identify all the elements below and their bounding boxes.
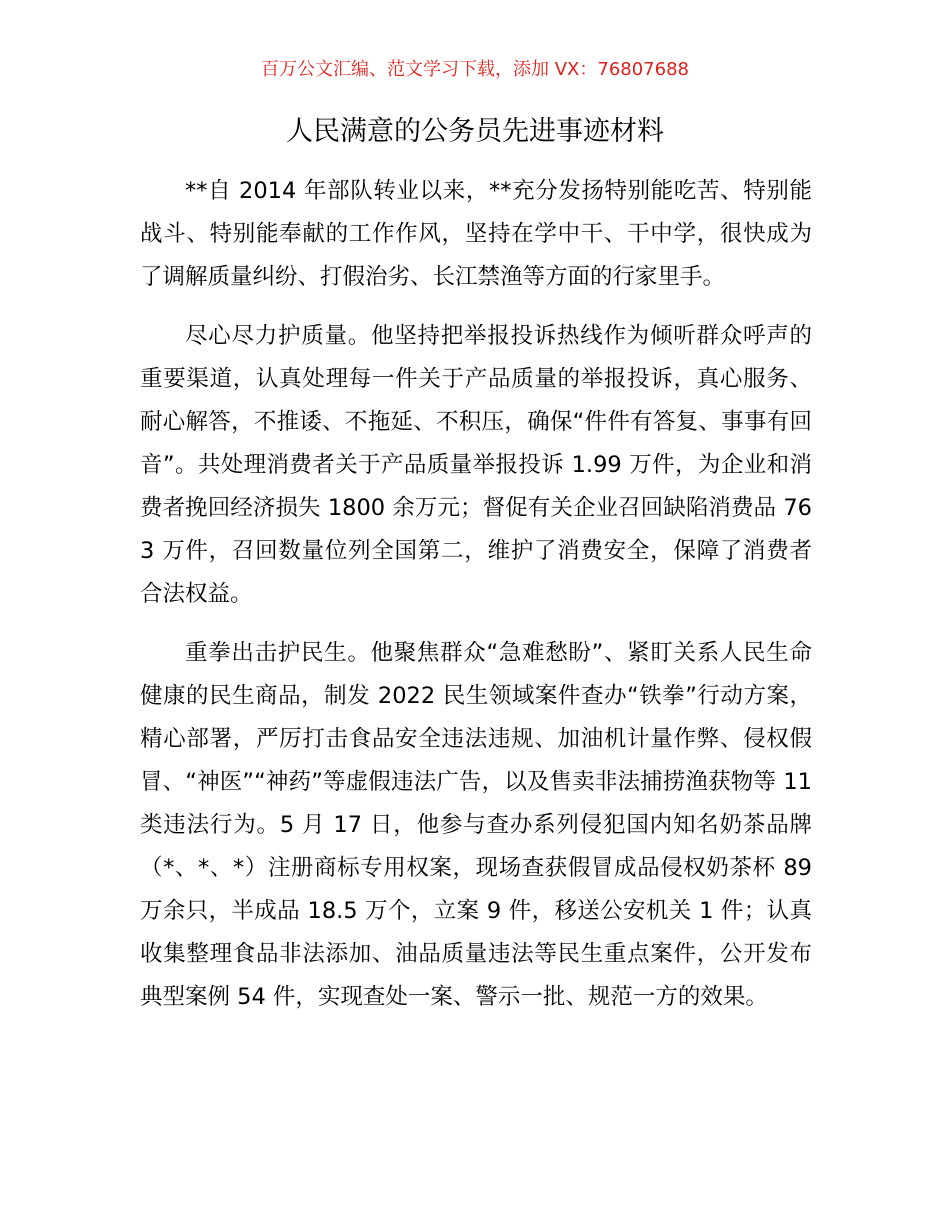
paragraph-intro: **自 2014 年部队转业以来，**充分发扬特别能吃苦、特别能战斗、特别能奉献的工作作风，坚持在学中干、干中学，很快成为了调解质量纠纷、打假治劣、长江禁渔等方面的行家里手。 xyxy=(140,178,812,290)
header-watermark: 百万公文汇编、范文学习下载，添加 VX：76807688 xyxy=(261,59,689,80)
page-title: 人民满意的公务员先进事迹材料 xyxy=(286,116,664,147)
document-body xyxy=(140,170,812,1035)
paragraph-quality: 尽心尽力护质量。他坚持把举报投诉热线作为倾听群众呼声的重要渠道，认真处理每一件关于产品质量的举报投诉，真心服务、耐心解答，不推诿、不拖延、不积压，确保“件件有答复、事事有回音”。共处理消费者关于产品质量举报投诉 1.99 万件，为企业和消费者挽回经济损失 1800 余万元；督促有关企业召回缺陷消费品 763 万件，召回数量位列全国第二，维护了消费安全，保障了消费者合法权益。 xyxy=(140,323,812,607)
paragraph-livelihood: 重拳出击护民生。他聚焦群众“急难愁盼”、紧盯关系人民生命健康的民生商品，制发 2022 民生领域案件查办“铁拳”行动方案，精心部署，严厉打击食品安全违法违规、加油机计量作弊、侵权假冒、“神医”“神药”等虚假违法广告，以及售卖非法捕捞渔获物等 11 类违法行为。5 月 17 日，他参与查办系列侵犯国内知名奶茶品牌（*、*、*）注册商标专用权案，现场查获假冒成品侵权奶茶杯 89 万余只，半成品 18.5 万个，立案 9 件，移送公安机关 1 件；认真收集整理食品非法添加、油品质量违法等民生重点案件，公开发布典型案例 54 件，实现查处一案、警示一批、规范一方的效果。 xyxy=(140,640,812,1010)
